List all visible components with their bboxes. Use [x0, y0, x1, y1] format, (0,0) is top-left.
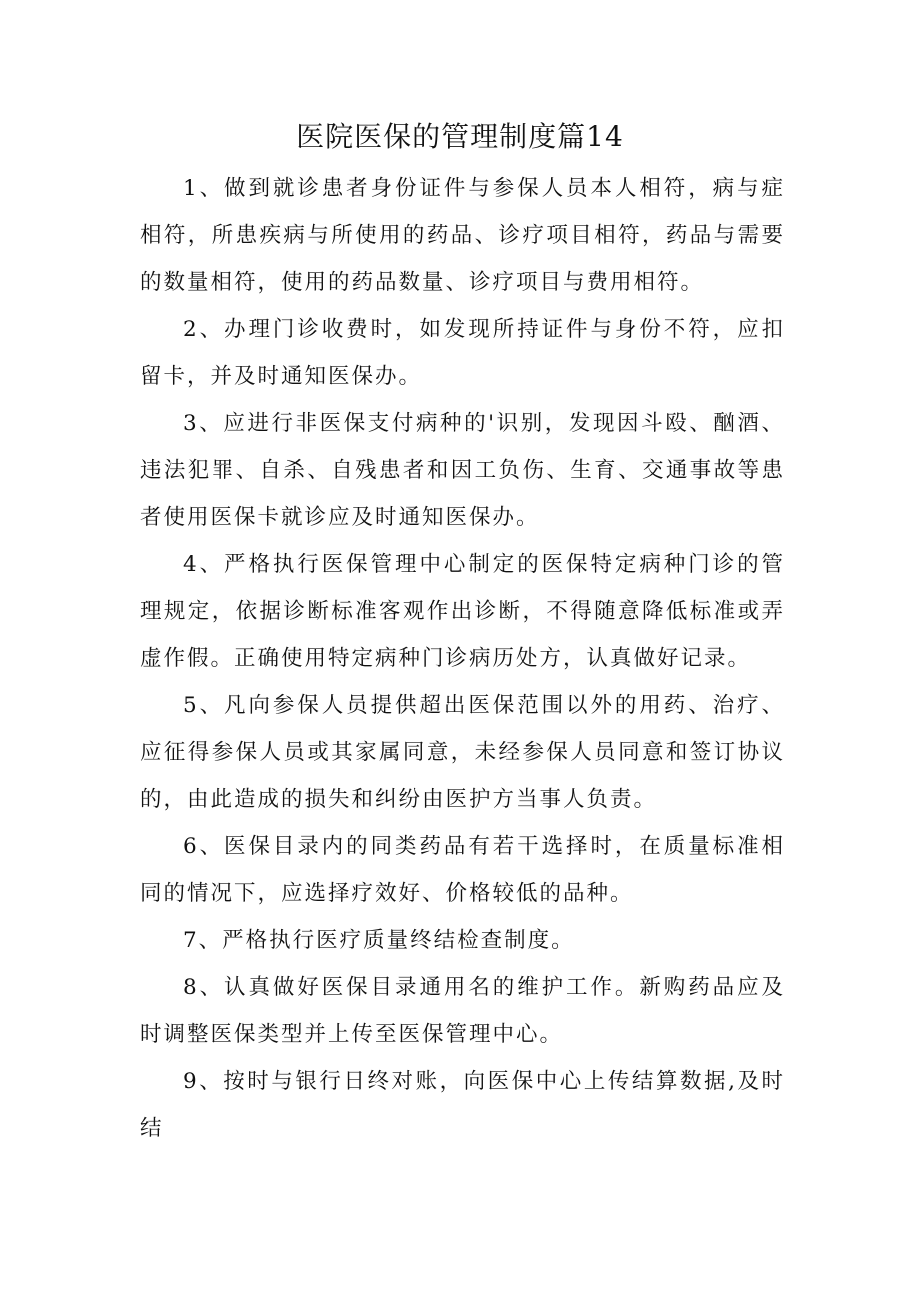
paragraph-6: 6、医保目录内的同类药品有若干选择时，在质量标准相同的情况下，应选择疗效好、价格较低的品种。 — [140, 834, 785, 906]
paragraph-1: 1、做到就诊患者身份证件与参保人员本人相符，病与症相符，所患疾病与所使用的药品、诊疗项目相符，药品与需要的数量相符，使用的药品数量、诊疗项目与费用相符。 — [140, 176, 785, 295]
document-body — [140, 165, 785, 1152]
paragraph-3: 3、应进行非医保支付病种的'识别，发现因斗殴、酗酒、违法犯罪、自杀、自残患者和因工负伤、生育、交通事故等患者使用医保卡就诊应及时通知医保办。 — [140, 411, 785, 530]
paragraph-2: 2、办理门诊收费时，如发现所持证件与身份不符，应扣留卡，并及时通知医保办。 — [140, 317, 785, 389]
document-title: 医院医保的管理制度篇14 — [296, 120, 624, 153]
paragraph-7: 7、严格执行医疗质量终结检查制度。 — [183, 928, 575, 953]
paragraph-5: 5、凡向参保人员提供超出医保范围以外的用药、治疗、应征得参保人员或其家属同意，未经参保人员同意和签订协议的，由此造成的损失和纠纷由医护方当事人负责。 — [140, 693, 785, 812]
paragraph-4: 4、严格执行医保管理中心制定的医保特定病种门诊的管理规定，依据诊断标准客观作出诊断，不得随意降低标准或弄虚作假。正确使用特定病种门诊病历处方，认真做好记录。 — [140, 552, 785, 671]
paragraph-9: 9、按时与银行日终对账，向医保中心上传结算数据,及时结 — [140, 1069, 785, 1141]
paragraph-8: 8、认真做好医保目录通用名的维护工作。新购药品应及时调整医保类型并上传至医保管理中心。 — [140, 975, 785, 1047]
